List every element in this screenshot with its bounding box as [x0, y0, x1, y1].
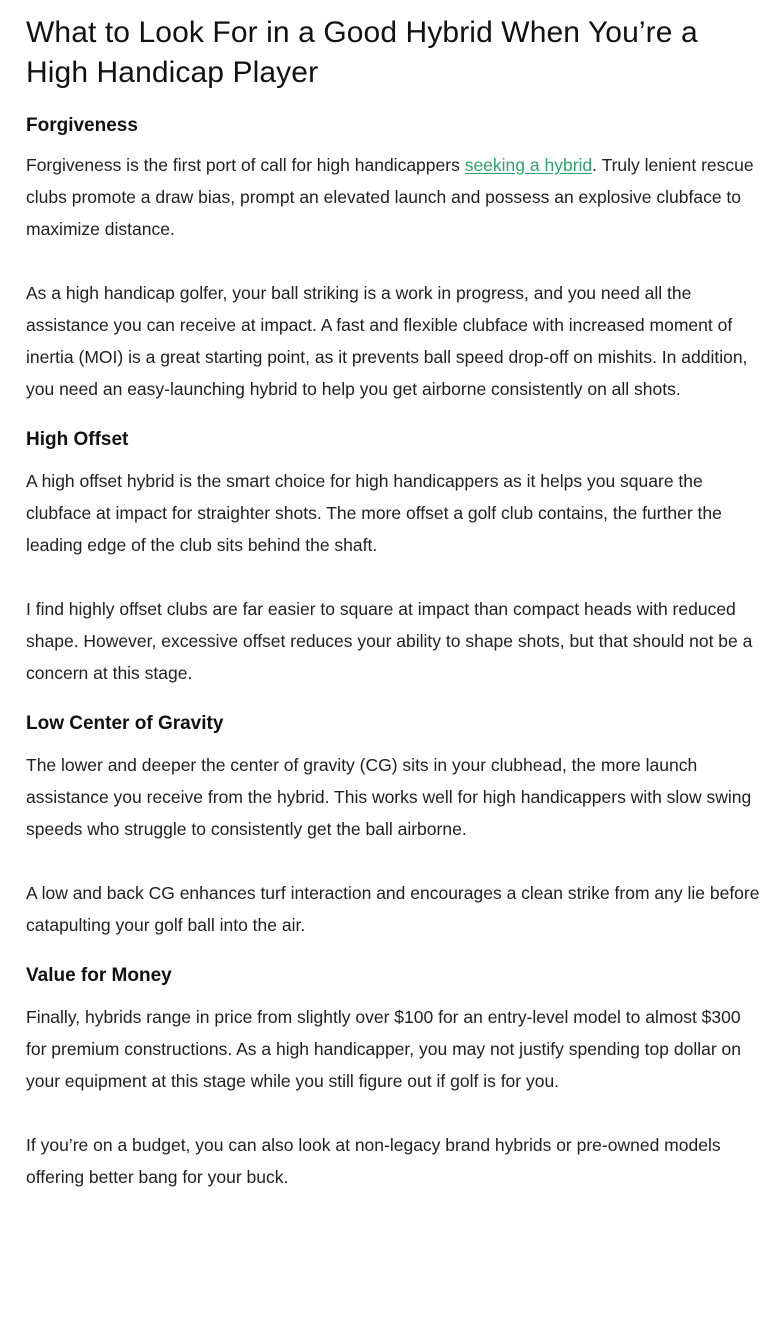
section-heading: Value for Money: [26, 965, 172, 986]
paragraph: A high offset hybrid is the smart choice for high handicappers as it helps you square the clubface at impact for straighter shots. The more offset a golf club contains, the further the leading edge of the club sits behind the shaft.: [26, 471, 722, 555]
paragraph: A low and back CG enhances turf interaction and encourages a clean strike from any lie before catapulting your golf ball into the air.: [26, 883, 760, 935]
seeking-a-hybrid-link[interactable]: seeking a hybrid: [464, 155, 593, 175]
paragraph: As a high handicap golfer, your ball striking is a work in progress, and you need all the assistance you can receive at impact. A fast and flexible clubface with increased moment of inertia (MOI) is a great starting point, as it prevents ball speed drop-off on mishits. In addition, you need an easy-launching hybrid to help you get airborne consistently on all shots.: [26, 283, 748, 399]
article-title: What to Look For in a Good Hybrid When You’re a High Handicap Player: [26, 16, 698, 89]
paragraph: I find highly offset clubs are far easier to square at impact than compact heads with reduced shape. However, excessive offset reduces your ability to shape shots, but that should not be a concern at this stage.: [26, 599, 753, 683]
section-heading: High Offset: [26, 429, 129, 450]
section-heading: Low Center of Gravity: [26, 713, 224, 734]
section-value-for-money: [26, 963, 760, 1193]
paragraph: The lower and deeper the center of gravity (CG) sits in your clubhead, the more launch assistance you receive from the hybrid. This works well for high handicappers with slow swing speeds who struggle to consistently get the ball airborne.: [26, 755, 752, 839]
paragraph-text: . Truly lenient rescue clubs promote a draw bias, prompt an elevated launch and possess an explosive clubface to maximize distance.: [26, 155, 754, 239]
section-forgiveness: [26, 113, 760, 405]
paragraph: [26, 149, 760, 245]
section-low-center-of-gravity: [26, 711, 760, 941]
section-heading: Forgiveness: [26, 115, 138, 136]
paragraph-text: Forgiveness is the first port of call for high handicappers: [26, 155, 465, 175]
paragraph: If you’re on a budget, you can also look at non-legacy brand hybrids or pre-owned models offering better bang for your buck.: [26, 1135, 721, 1187]
section-high-offset: [26, 427, 760, 689]
paragraph: Finally, hybrids range in price from slightly over $100 for an entry-level model to almost $300 for premium constructions. As a high handicapper, you may not justify spending top dollar on your equipment at this stage while you still figure out if golf is for you.: [26, 1007, 741, 1091]
